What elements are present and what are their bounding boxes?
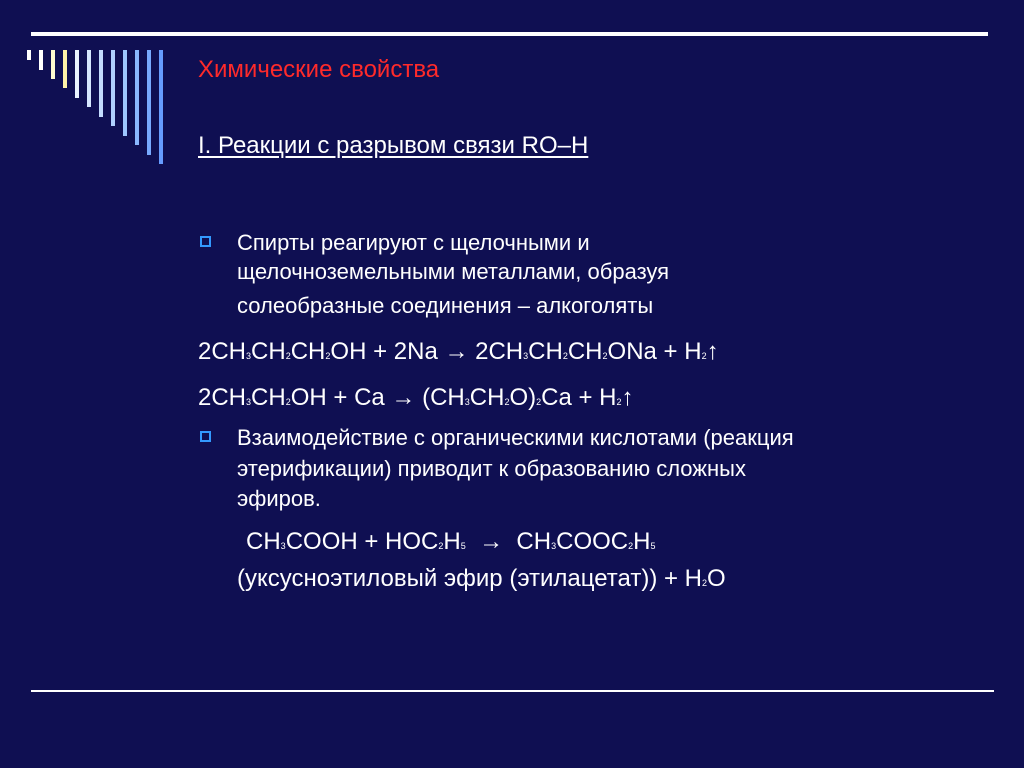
eq2-text: CH: [251, 384, 286, 411]
arrow-up-icon: ↑: [621, 384, 634, 411]
eq1-sub: 2: [562, 351, 568, 361]
bullet-1-line-2: щелочноземельными металлами, образуя: [237, 259, 670, 284]
stripe: [99, 50, 103, 117]
stripe: [147, 50, 151, 155]
stripe: [123, 50, 127, 136]
stripe: [27, 50, 31, 60]
eq2-sub: 2: [285, 397, 291, 407]
eq1-sub: 3: [246, 351, 252, 361]
eq2-text: OH + Ca: [290, 384, 392, 411]
stripe: [135, 50, 139, 145]
bullet-square-icon: [200, 431, 211, 442]
slide-title: Химические свойства: [198, 56, 440, 83]
bullet-square-icon: [200, 236, 211, 247]
bullet-2-line-1: Взаимодействие с органическими кислотами (реакция: [237, 425, 794, 450]
eq3-text-arrow: → CH: [465, 528, 552, 555]
top-divider: [31, 32, 988, 36]
arrow-up-icon: ↑: [706, 338, 719, 365]
stripe: [75, 50, 79, 98]
bullet-2-line-3: эфиров.: [237, 486, 321, 511]
eq1-text: OH + 2Na: [330, 338, 445, 365]
eq1-text: CH: [251, 338, 286, 365]
eq2-text: O): [509, 384, 537, 411]
eq3-text: H: [633, 528, 651, 555]
stripe: [51, 50, 55, 79]
eq3-sub: 5: [460, 541, 466, 551]
eq2-sub: 3: [246, 397, 252, 407]
eq1-sub: 3: [523, 351, 529, 361]
eq1-text: ONa + H: [607, 338, 702, 365]
eq1-sub: 2: [325, 351, 331, 361]
eq2-sub: 2: [616, 397, 622, 407]
eq4-text: (уксусноэтиловый эфир (этилацетат)) + H: [237, 565, 703, 592]
equation-2: [198, 384, 634, 412]
eq3-text: COOH + HOC: [285, 528, 439, 555]
eq2-text: (CH: [415, 384, 465, 411]
stripe: [39, 50, 43, 70]
eq2-text: 2CH: [198, 384, 247, 411]
equation-4: [237, 565, 726, 593]
bullet-1-line-3: солеобразные соединения – алкоголяты: [237, 293, 654, 318]
eq1-sub: 2: [285, 351, 291, 361]
stripe: [159, 50, 163, 164]
eq3-text: COOC: [556, 528, 629, 555]
eq3-sub: 2: [438, 541, 444, 551]
bullet-2-line-2: этерификации) приводит к образованию сложных: [237, 456, 746, 481]
eq3-text: CH: [246, 528, 281, 555]
slide-subtitle: I. Реакции с разрывом связи RO–H: [198, 132, 589, 159]
eq2-text: Ca + H: [541, 384, 617, 411]
eq1-text: 2CH: [198, 338, 247, 365]
eq3-sub: 5: [650, 541, 656, 551]
eq2-text: CH: [469, 384, 505, 411]
stripe: [111, 50, 115, 126]
eq1-text: CH: [290, 338, 326, 365]
arrow-right-icon: →: [444, 338, 469, 365]
eq2-sub: 3: [464, 397, 470, 407]
stripe: [87, 50, 91, 107]
arrow-right-icon: →: [391, 384, 416, 411]
eq4-text: O: [707, 565, 726, 592]
eq4-sub: 2: [702, 578, 708, 588]
eq2-sub: 2: [504, 397, 510, 407]
equation-3: [246, 528, 655, 556]
eq1-text: 2CH: [468, 338, 524, 365]
equation-1: [198, 338, 719, 366]
eq3-sub: 3: [280, 541, 286, 551]
eq3-sub: 2: [628, 541, 634, 551]
eq1-sub: 2: [701, 351, 707, 361]
eq3-text: H: [443, 528, 461, 555]
bottom-divider: [31, 690, 994, 692]
eq1-sub: 2: [602, 351, 608, 361]
bullet-1-line-1: Спирты реагируют с щелочными и: [237, 230, 590, 255]
eq3-sub: 3: [551, 541, 557, 551]
eq1-text: CH: [567, 338, 603, 365]
eq1-text: CH: [528, 338, 563, 365]
eq2-sub: 2: [536, 397, 542, 407]
stripe: [63, 50, 67, 88]
